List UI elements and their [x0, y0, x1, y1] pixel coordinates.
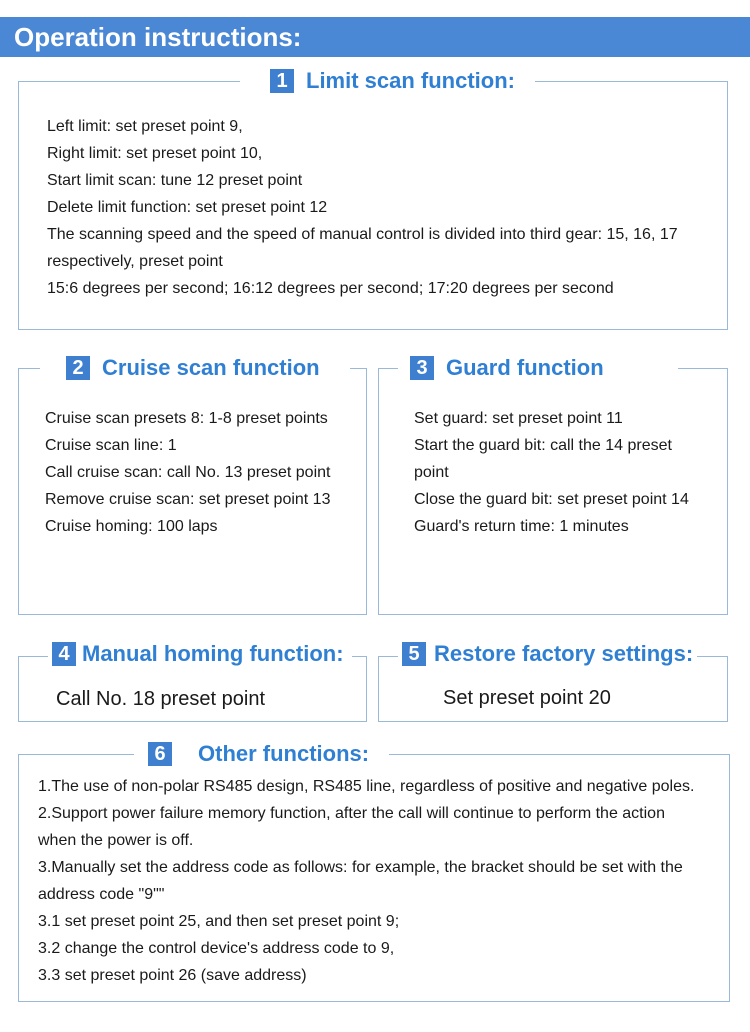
text-line: Call No. 18 preset point: [56, 688, 266, 710]
text-line: Set guard: set preset point 11: [414, 410, 623, 427]
text-line: Cruise scan presets 8: 1-8 preset points: [45, 410, 328, 427]
text-line: 3.2 change the control device's address code to 9,: [38, 940, 395, 957]
section-title: Other functions:: [198, 741, 370, 766]
section-title: Manual homing function:: [82, 641, 344, 666]
limit-scan-content: [47, 113, 727, 302]
guard-content: [414, 405, 704, 540]
section-number-badge: 6: [148, 742, 172, 766]
section-number-badge: 5: [402, 642, 426, 666]
text-line: Cruise scan line: 1: [45, 437, 177, 454]
limit-scan-heading: [240, 68, 535, 94]
section-title: Limit scan function:: [306, 68, 515, 93]
text-line: Close the guard bit: set preset point 14: [414, 491, 689, 508]
section-number-badge: 3: [410, 356, 434, 380]
guard-heading: [398, 355, 678, 381]
text-line: Right limit: set preset point 10,: [47, 145, 263, 162]
text-line: Start the guard bit: call the 14 preset point: [414, 437, 672, 481]
text-line: Cruise homing: 100 laps: [45, 518, 218, 535]
cruise-scan-heading: [40, 355, 350, 381]
section-title: Cruise scan function: [102, 355, 320, 380]
text-line: Guard's return time: 1 minutes: [414, 518, 629, 535]
manual-homing-content: [56, 686, 265, 713]
text-line: Set preset point 20: [443, 687, 611, 709]
text-line: 15:6 degrees per second; 16:12 degrees per second; 17:20 degrees per second: [47, 280, 614, 297]
text-line: Delete limit function: set preset point 12: [47, 199, 328, 216]
text-line: Start limit scan: tune 12 preset point: [47, 172, 303, 189]
section-title: Guard function: [446, 355, 604, 380]
text-line: 3.Manually set the address code as follows: for example, the bracket should be set with the address code "9"": [38, 859, 683, 903]
other-functions-content: [38, 773, 733, 989]
text-line: 3.1 set preset point 25, and then set preset point 9;: [38, 913, 400, 930]
section-number-badge: 2: [66, 356, 90, 380]
restore-factory-content: [443, 685, 611, 712]
text-line: 1.The use of non-polar RS485 design, RS485 line, regardless of positive and negative poles.: [38, 778, 695, 795]
manual-homing-heading: [48, 641, 352, 667]
text-line: 3.3 set preset point 26 (save address): [38, 967, 307, 984]
cruise-scan-content: [45, 405, 360, 540]
page-title: Operation instructions:: [14, 22, 302, 52]
text-line: The scanning speed and the speed of manual control is divided into third gear: 15, 16, 17 respectively, preset point: [47, 226, 678, 270]
text-line: Remove cruise scan: set preset point 13: [45, 491, 331, 508]
text-line: Call cruise scan: call No. 13 preset point: [45, 464, 331, 481]
header-bar: [0, 17, 750, 57]
section-title: Restore factory settings:: [434, 641, 694, 666]
text-line: Left limit: set preset point 9,: [47, 118, 243, 135]
section-number-badge: 1: [270, 69, 294, 93]
other-functions-heading: [134, 741, 389, 767]
section-number-badge: 4: [52, 642, 76, 666]
text-line: 2.Support power failure memory function, after the call will continue to perform the action when the power is off.: [38, 805, 665, 849]
restore-factory-heading: [398, 641, 697, 667]
